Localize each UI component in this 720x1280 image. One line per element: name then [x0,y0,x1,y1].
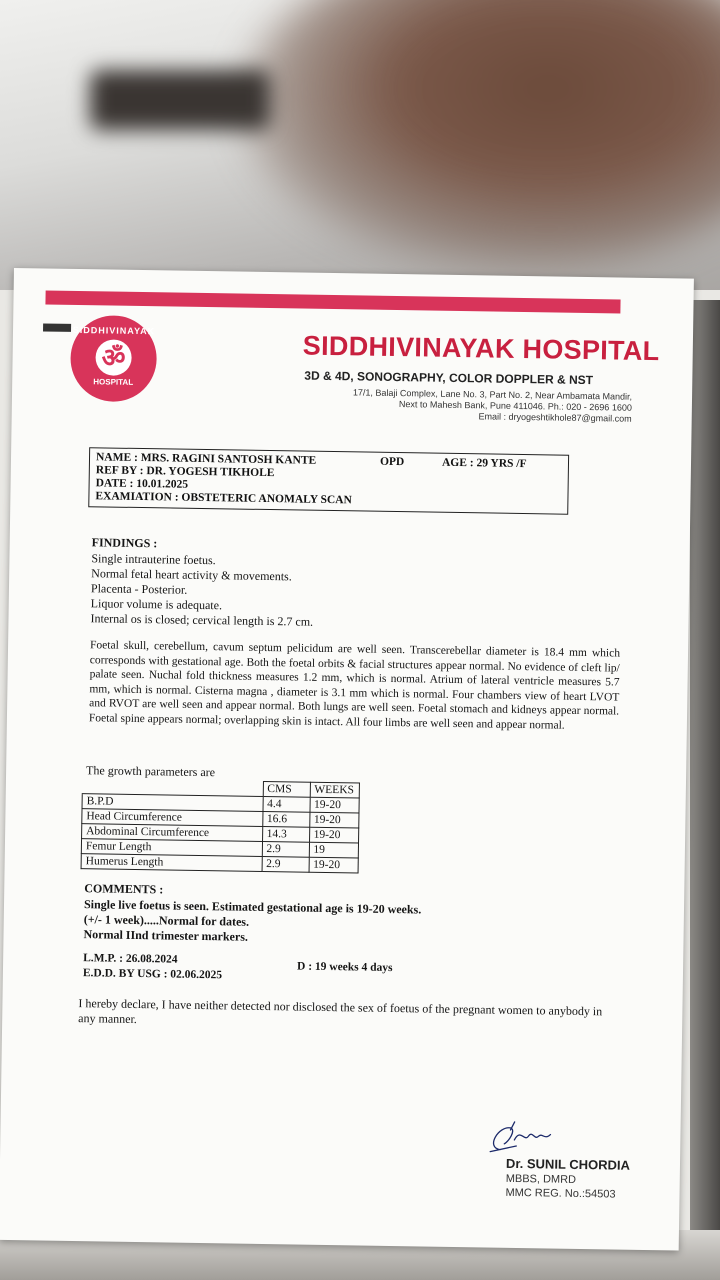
patient-opd: OPD [379,455,405,469]
param-cell: Abdominal Circumference [82,824,263,842]
comments-list [83,897,421,947]
finding-line: Liquor volume is adequate. [90,596,223,613]
address-line: 17/1, Balaji Complex, Lane No. 3, Part No. 2, Near Ambamata Mandir, [352,387,633,402]
weeks-cell: 19 [309,842,358,858]
doctor-reg: MMC REG. No.:54503 [505,1186,616,1201]
header-bar [45,290,620,313]
findings-list [90,551,314,629]
header-dash [43,323,71,331]
findings-title: FINDINGS : [91,535,158,551]
weeks-cell: 19-20 [309,857,358,873]
cms-cell: 14.3 [262,826,309,842]
weeks-cell: 19-20 [309,827,358,843]
doctor-name: Dr. SUNIL CHORDIA [505,1155,631,1173]
edd-date: E.D.D. BY USG : 02.06.2025 [82,967,223,982]
comment-line: (+/- 1 week).....Normal for dates. [83,912,250,929]
report-paper [0,268,694,1251]
header-cell: WEEKS [310,782,359,798]
header-cell: CMS [263,781,310,797]
comment-line: Normal IInd trimester markers. [83,927,249,944]
logo-ganesha-icon: ॐ [95,339,132,376]
doctor-credentials [505,1172,615,1202]
background-edge [690,300,720,1280]
finding-line: Internal os is closed; cervical length is 2.7 cm. [90,611,314,629]
hospital-address [353,387,633,424]
address-line: Next to Mahesh Bank, Pune 411046. Ph.: 020 - 2696 1600 [398,399,632,413]
examination-type: EXAMIATION : OBSTETERIC ANOMALY SCAN [95,490,352,507]
gestation-duration: D : 19 weeks 4 days [296,960,393,975]
patient-age: AGE : 29 YRS /F [441,456,527,471]
patient-name: NAME : MRS. RAGINI SANTOSH KANTE [95,451,317,467]
hospital-services: 3D & 4D, SONOGRAPHY, COLOR DOPPLER & NST [304,368,594,388]
lmp-date: L.M.P. : 26.08.2024 [83,952,178,966]
findings-paragraph: Foetal skull, cerebellum, cavum septum pelicidum are well seen. Transcerebellar diameter is 18.4 mm which corresponds with gestational age. Both the foetal orbits & facial structures appear normal. No evidence of cleft lip/ palate seen. Nuchal fold thickness measures 1.2 mm, which is normal. Atrium of lateral ventricle measures 5.7 mm, which is normal. Cisterna magna , diameter is 3.1 mm which is normal. Four chambers view of heart LVOT and RVOT are well seen and appear normal. Both lungs are well seen. Foetal stomach and kidneys appear normal. Foetal spine appears normal; overlapping skin is intact. All four limbs are well seen and appear normal. [88,639,621,732]
param-cell: Femur Length [81,839,262,857]
logo-text-bottom: HOSPITAL [93,377,134,387]
exam-date: DATE : 10.01.2025 [95,477,189,491]
comments-title: COMMENTS : [84,881,164,897]
dates-block [83,951,223,983]
cms-cell: 2.9 [262,841,309,857]
finding-line: Placenta - Posterior. [90,581,188,597]
weeks-cell: 19-20 [309,797,358,813]
weeks-cell: 19-20 [309,812,358,828]
hospital-logo [70,315,157,402]
declaration-text: I hereby declare, I have neither detected nor disclosed the sex of foetus of the pregnant women to anybody in any manner. [78,996,603,1027]
param-cell: Head Circumference [82,809,263,827]
referred-by: REF BY : DR. YOGESH TIKHOLE [95,464,275,480]
cms-cell: 2.9 [262,856,309,872]
blurred-object [90,70,270,130]
doctor-degree: MBBS, DMRD [505,1172,577,1186]
logo-text-top: SIDDHIVINAYAK [72,324,156,337]
address-email: Email : dryogeshtikhole87@gmail.com [478,411,632,424]
cms-cell: 4.4 [262,796,309,812]
table-row [81,854,358,873]
growth-title: The growth parameters are [86,763,216,780]
finding-line: Single intrauterine foetus. [91,551,216,568]
hospital-name: SIDDHIVINAYAK HOSPITAL [302,330,660,367]
param-cell: B.P.D [82,794,263,812]
cms-cell: 16.6 [262,811,309,827]
param-cell: Humerus Length [81,854,262,872]
patient-info-box [88,447,569,515]
growth-table [81,778,360,873]
finding-line: Normal fetal heart activity & movements. [91,566,292,584]
comment-line: Single live foetus is seen. Estimated gestational age is 19-20 weeks. [83,897,422,917]
